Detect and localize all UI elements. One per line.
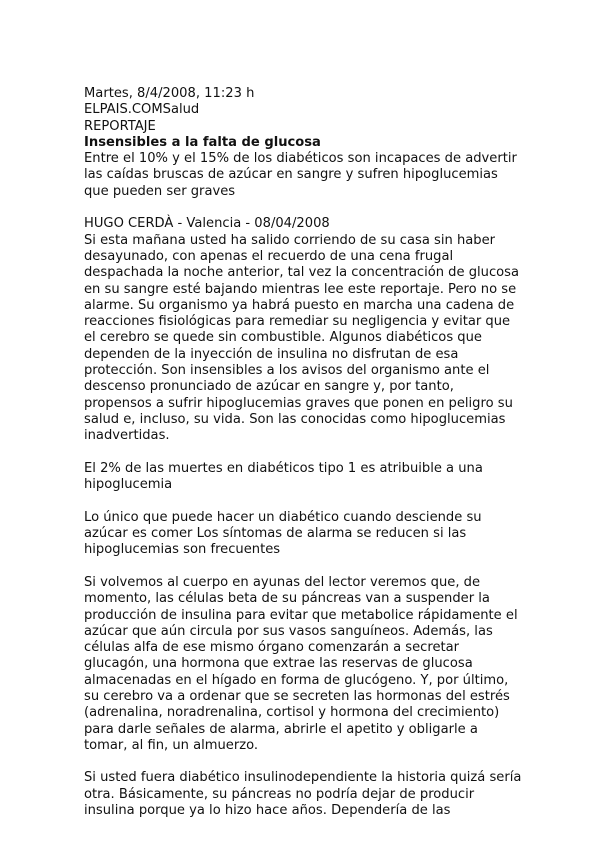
spacer xyxy=(84,445,524,461)
spacer xyxy=(84,559,524,575)
date-line: Martes, 8/4/2008, 11:23 h xyxy=(84,86,255,101)
byline: HUGO CERDÀ - Valencia - 08/04/2008 xyxy=(84,216,330,232)
article-body xyxy=(84,86,524,819)
paragraph-intro: Si esta mañana usted ha salido corriendo de su casa sin haber desayunado, con apenas el recuerdo de una cena frugal despachada la noche anterior, tal vez la concentración de glucosa en su sangre esté bajando mientras lee este reportaje. Pero no se alarme. Su organismo ya habrá puesto en marcha una cadena de reacciones fisiológicas para remediar su negligencia y evitar que el cerebro se quede sin combustible. Algunos diabéticos que dependen de la inyección de insulina no disfrutan de esa protección. Son insensibles a los avisos del organismo ante el descenso pronunciado de azúcar en sangre y, por tanto, propensos a sufrir hipoglucemias graves que ponen en peligro su salud e, incluso, su vida. Son las conocidas como hipoglucemias inadvertidas. xyxy=(84,232,520,444)
section-label: REPORTAJE xyxy=(84,118,156,134)
highlight-paragraph: Lo único que puede hacer un diabético cuando desciende su azúcar es comer Los síntomas de alarma se reducen si las hipoglucemias son frecuentes xyxy=(84,509,482,558)
article-subtitle: Entre el 10% y el 15% de los diabéticos son incapaces de advertir las caídas bruscas de azúcar en sangre y sufren hipoglucemias que pueden ser graves xyxy=(84,151,517,199)
spacer xyxy=(84,200,524,216)
article-title: Insensibles a la falta de glucosa xyxy=(84,134,321,150)
source-line: ELPAIS.COMSalud xyxy=(84,102,200,118)
spacer xyxy=(84,493,524,509)
body-paragraph: Si volvemos al cuerpo en ayunas del lector veremos que, de momento, las células beta de su páncreas van a suspender la producción de insulina para evitar que metabolice rápidamente el azúcar que aún circula por sus vasos sanguíneos. Además, las células alfa de ese mismo órgano comenzarán a secretar glucagón, una hormona que extrae las reservas de glucosa almacenadas en el hígado en forma de glucógeno. Y, por último, su cerebro va a ordenar que se secreten las hormonas del estrés (adrenalina, noradrenalina, cortisol y hormona del crecimiento) para darle señales de alarma, abrirle el apetito y obligarle a tomar, al fin, un almuerzo. xyxy=(84,574,518,753)
body-paragraph: Si usted fuera diabético insulinodependiente la historia quizá sería otra. Básicamente, su páncreas no podría dejar de producir insulina porque ya lo hizo hace años. Dependería de las xyxy=(84,770,522,819)
spacer xyxy=(84,754,524,770)
highlight-paragraph: El 2% de las muertes en diabéticos tipo 1 es atribuible a una hipoglucemia xyxy=(84,460,483,493)
